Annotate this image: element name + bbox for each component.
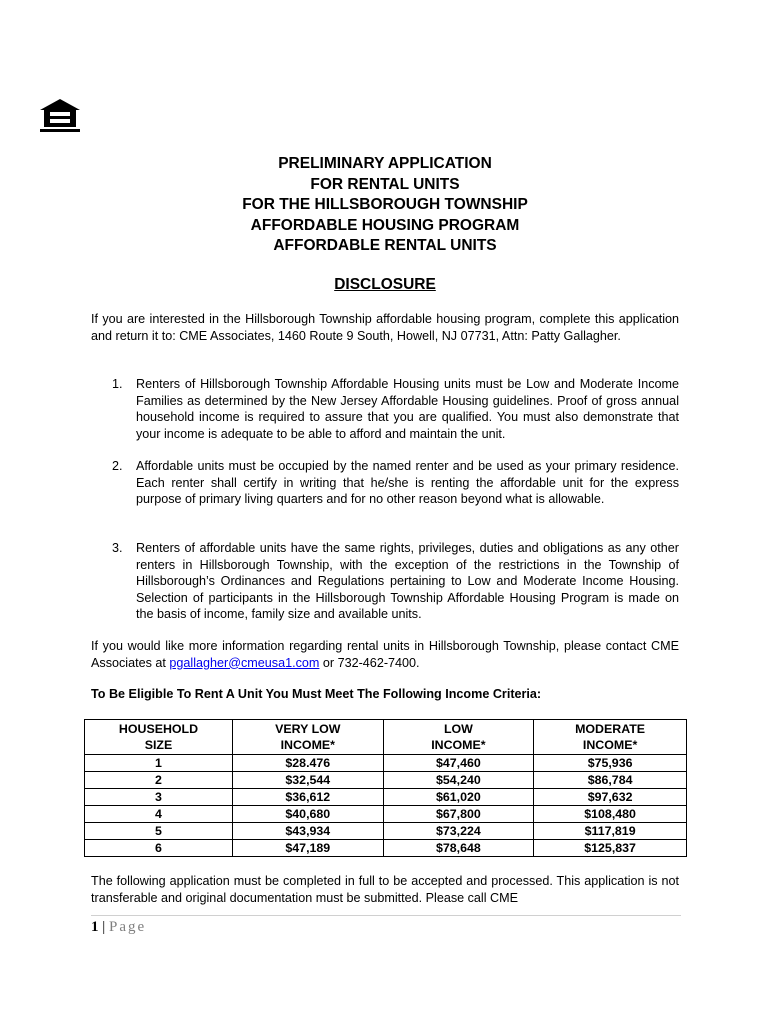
list-number: 2. <box>112 459 123 473</box>
table-cell: $125,837 <box>534 840 687 857</box>
table-cell: $67,800 <box>383 806 534 823</box>
table-row <box>85 823 687 840</box>
table-cell: $97,632 <box>534 789 687 806</box>
column-header: HOUSEHOLD SIZE <box>85 720 233 755</box>
email-link[interactable]: pgallagher@cmeusa1.com <box>169 655 320 670</box>
table-cell: $47,189 <box>233 840 384 857</box>
page-number: 1 <box>91 919 99 935</box>
table-cell: $73,224 <box>383 823 534 840</box>
intro-paragraph: If you are interested in the Hillsborough Township affordable housing program, complete this application and return it to: CME Associates, 1460 Route 9 South, Howell, NJ 07731, Attn: Patty Gallagher. <box>91 312 679 343</box>
table-header-row <box>85 720 687 755</box>
table-row <box>85 755 687 772</box>
table-cell: $117,819 <box>534 823 687 840</box>
list-number: 1. <box>112 377 123 391</box>
disclosure-heading: DISCLOSURE <box>334 276 436 293</box>
table-cell: $78,648 <box>383 840 534 857</box>
table-row <box>85 840 687 857</box>
contact-phone-text: or 732-462-7400. <box>319 655 420 670</box>
column-header: LOW INCOME* <box>383 720 534 755</box>
page-footer <box>91 919 146 936</box>
table-cell: 6 <box>85 840 233 857</box>
table-cell: $75,936 <box>534 755 687 772</box>
eligibility-heading: To Be Eligible To Rent A Unit You Must Meet The Following Income Criteria: <box>91 687 542 701</box>
table-cell: 5 <box>85 823 233 840</box>
table-cell: 4 <box>85 806 233 823</box>
closing-paragraph: The following application must be completed in full to be accepted and processed. This application is not transferable and original documentation must be submitted. Please call CME <box>91 874 679 905</box>
title-line: AFFORDABLE RENTAL UNITS <box>273 237 497 255</box>
table-cell: $43,934 <box>233 823 384 840</box>
list-text: Renters of affordable units have the same rights, privileges, duties and obligations as any other renters in Hillsborough Township, with the exception of the restrictions in the Township of Hillsborough’s Ordinances and Regulations pertaining to Low and Moderate Income Housing. Selection of participants in the Hillsborough Township Affordable Housing Program is made on the basis of income, family size and available units. <box>136 541 679 622</box>
list-text: Affordable units must be occupied by the named renter and be used as your primary residence. Each renter shall certify in writing that he/she is renting the affordable unit for the express purpose of primary living quarters and for no other reason beyond what is allowable. <box>136 459 679 507</box>
footer-divider <box>91 915 681 916</box>
document-title <box>0 154 770 257</box>
footer-separator: | <box>98 919 110 935</box>
table-cell: $86,784 <box>534 772 687 789</box>
title-line: AFFORDABLE HOUSING PROGRAM <box>250 216 520 234</box>
table-cell: $47,460 <box>383 755 534 772</box>
table-cell: $36,612 <box>233 789 384 806</box>
table-cell: $40,680 <box>233 806 384 823</box>
table-cell: 2 <box>85 772 233 789</box>
title-line: FOR THE HILLSBOROUGH TOWNSHIP <box>242 196 528 214</box>
table-cell: $61,020 <box>383 789 534 806</box>
table-cell: $108,480 <box>534 806 687 823</box>
list-number: 3. <box>112 541 123 555</box>
column-header: VERY LOW INCOME* <box>233 720 384 755</box>
contact-text: If you would like more information regarding rental units in Hillsborough Township, please contact CME Associates at <box>91 639 679 670</box>
table-cell: 1 <box>85 755 233 772</box>
equal-housing-opportunity-icon <box>36 97 84 135</box>
income-criteria-table <box>84 719 687 857</box>
table-row <box>85 789 687 806</box>
table-row <box>85 772 687 789</box>
contact-paragraph <box>91 638 679 671</box>
list-text: Renters of Hillsborough Township Affordable Housing units must be Low and Moderate Income Families as determined by the New Jersey Affordable Housing guidelines. Proof of gross annual household income is required to assure that you are qualified. You must also demonstrate that your income is adequate to be able to afford and maintain the unit. <box>136 377 679 441</box>
table-row <box>85 806 687 823</box>
table-cell: $28.476 <box>233 755 384 772</box>
column-header: MODERATE INCOME* <box>534 720 687 755</box>
title-line: PRELIMINARY APPLICATION <box>278 155 492 172</box>
table-cell: $54,240 <box>383 772 534 789</box>
title-line: FOR RENTAL UNITS <box>310 175 460 193</box>
table-cell: 3 <box>85 789 233 806</box>
page-label: Page <box>109 919 147 935</box>
table-cell: $32,544 <box>233 772 384 789</box>
